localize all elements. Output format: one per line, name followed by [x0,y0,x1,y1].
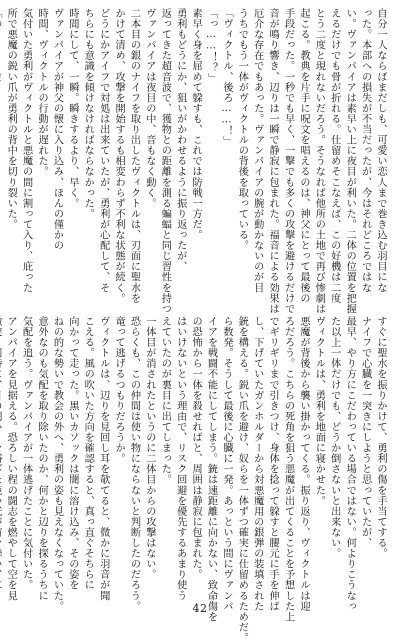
lower-line [0,316,3,595]
lower-line: ら数発。そうして最後に心臓に一発。あっという間にヴァンパ [220,316,232,612]
upper-line: 自分一人ならばまだしも、可愛い恋人まで巻き込む羽目にな [375,8,386,293]
lower-line: 悪魔が背後から襲い掛かってくる。振り返り、ヴィクトルは迎 [297,316,309,612]
lower-line: の恐怖から一体を殺せればと、周囲は静寂に包まれた。 [190,316,202,580]
lower-line: 最早、やり方にこだわっている場合ではない。何よりこうなっ [344,316,356,612]
upper-line: 起こる。教典を片手に呪文を唱えるのは、神父にとって最後の [297,8,309,304]
upper-line: い。ヴァンパイアは素早い上に夜目が利いた。二体の位置を把握 [344,8,356,314]
page-number: 42 [192,602,208,615]
lower-line: はいけないという理由で、リスク回避を優先するあまり使う [174,316,186,601]
upper-line: 素早く身を屈めて躱すも、これでは防戦一方だ。 [190,8,202,241]
lower-line: し、下げていたガンホルダーから対悪魔用の銀弾の装填された [251,316,263,612]
lower-line: ナイフで心臓を一突きにしようと思っていたが、 [359,316,371,549]
upper-line: かけて清め、攻撃を開始するも相変わらず不利な状態が続く。 [113,8,125,304]
upper-line: 気付いた勇利がヴィクトルと悪魔の間に割って入り、庇った [20,8,32,293]
lower-line: 一体目が消されたというのに二体目からの攻撃はない。 [143,316,155,580]
lower-line: こえる。風の吹いた方向を確認すると、真っ直ぐそちらに [82,316,94,591]
upper-line: 手段だった。一秒でも早く、一撃でも多くの攻撃を避けるだけで [282,8,294,314]
upper-line: うちでもう一体がヴィクトルの背後を取っている。 [236,8,248,251]
text-block-upper [5,8,388,314]
upper-line: った。本部への損失が不当だったが、今はそれどころではな [359,8,371,293]
lower-line: ろだろう。こちらの死角を狙う悪魔が出てくることを予想した上 [282,316,294,622]
lower-line: でギリギリまで引きつけ、身体を捻って躱すと腰元に手を伸ば [267,316,279,612]
lower-line: 向かって走った。黒いカソックは闇に溶け込み、その姿を [66,316,78,591]
upper-line: ヴァンパイアは夜目の中、音もなく動く。 [143,8,155,209]
lower-line: 恐らくも、この仲間は使い物にならないと判断したのだろう。 [128,316,140,612]
upper-line: えるだけでも骨が折れる。仕留めそこなえば、この好機は二度 [328,8,340,304]
upper-line: 「っ……！？」 [205,8,217,84]
lower-line: た以上一体だけでも、どうか倒さないと出来ない。 [328,316,340,559]
lower-line: ねの的な勢いで教会の外へ、勇利の姿も見えなくなっていた。 [51,316,63,612]
upper-line: ヴァンパイアが神父の懐に入り込み、ほんの僅かの [51,8,63,251]
upper-line: 時間にして、一瞬。瞬きするより、早く。 [66,8,78,209]
upper-line: 勇利もどうにか、狙いがかわせるように振り返ったが、 [174,8,186,272]
lower-line: ヴィクトルは、勇利を地面に寝かせた。 [313,316,325,506]
lower-line: アンパイアを見据える。恐ろしい程の闘志を燃やして空を見 [5,316,17,601]
upper-line: ちらにも意識を傾けなければならなかった。 [82,8,94,219]
lower-line: ヴィクトルは、辺りを見回し耳を欹てると、微かに羽音が聞 [97,316,109,601]
lower-line: 意外なのも気配を取り除いたのか、何かと辺りを探るうちに [36,316,48,601]
lower-line: すぐに聖水を振りかけて、勇利の傷を手当てする。 [375,316,386,559]
upper-line: 音が鳴り響き、辺りは一瞬で静寂に包まれた。福音による効果は [267,8,279,314]
upper-line: とう二度と現れないだろう。そうなれば他所の土地で再び惨劇は [313,8,325,314]
lower-line: 気配を追う。ヴァンパイアが一体逃げたことに気付いた。 [20,316,32,591]
upper-line: 「ヴィクトル、後ろ……！」 [220,8,232,147]
upper-line: 時間、ヴィクトルの行動が遅れた。 [36,8,48,177]
lower-line: 銃を構える。鋭い爪を避け、奴らを一体ずつ確実に仕留めるためだ。 [236,316,248,643]
upper-line: 返ってきた超音波で、獲物との距離を測る蝙蝠と同じ習性を持つ [159,8,171,314]
lower-line: 竜って逃げるつもりだろうか。 [113,316,125,464]
upper-line: 所で悪魔の鋭い爪が勇利の背中を切り裂いた。 [5,8,17,230]
upper-line: 二本目の銀のナイフを取り出したヴィクトルは、刃面に聖水を [128,8,140,304]
lower-line: えていたのが裏目に出てしまった。 [159,316,171,485]
upper-line: 厄介な存在でもあった。ヴァンパイアの腕が動かないのが目 [251,8,263,293]
upper-line: どうにかアイフで対処は出来ていたが、勇利が心配して、そ [97,8,109,293]
lower-line: イアを戦闘不能にしてしまう。銃は速距離に向かない、致命傷を [205,316,217,622]
